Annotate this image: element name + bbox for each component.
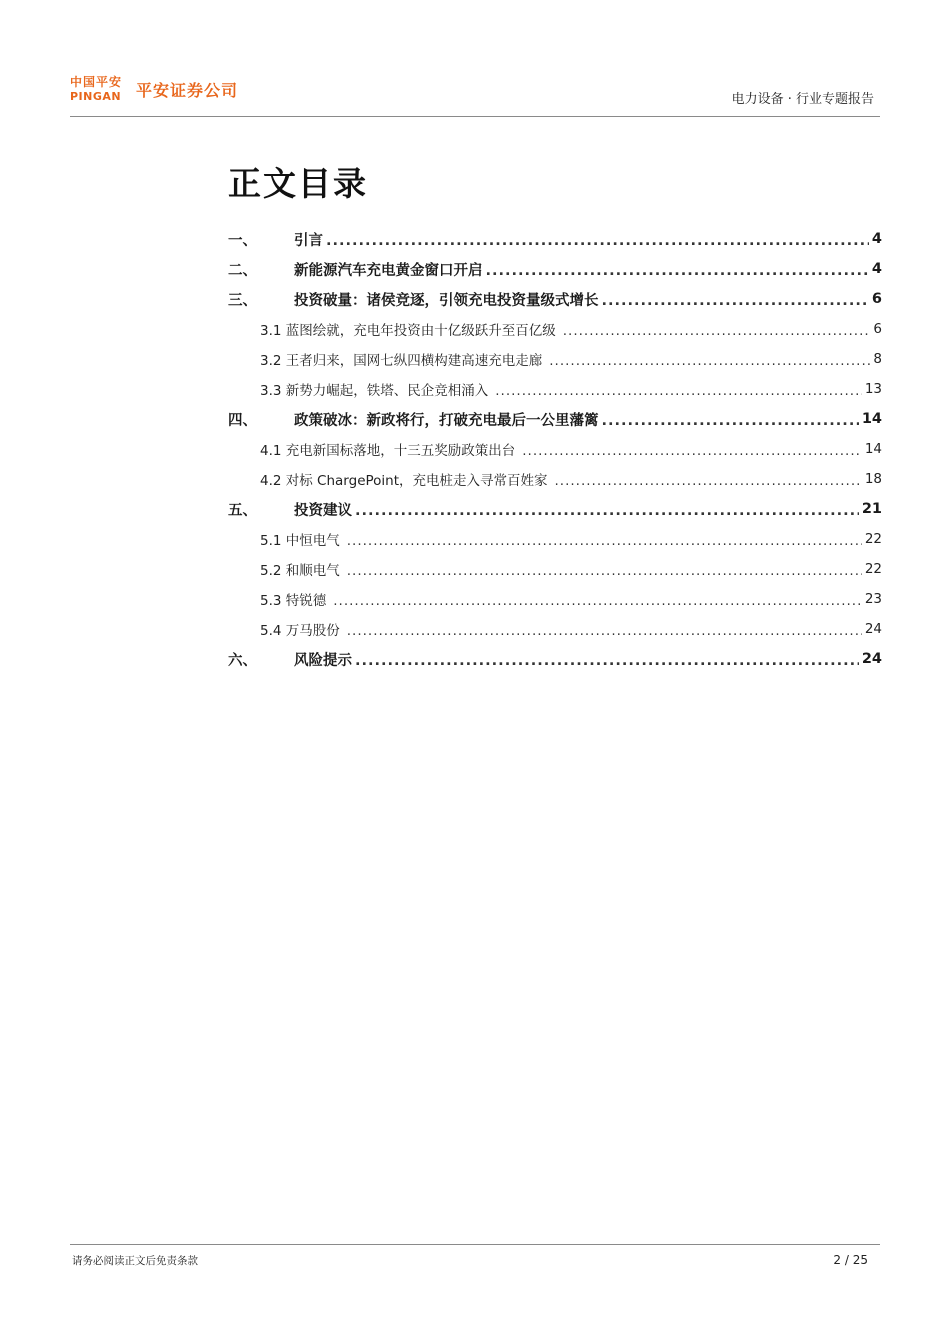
toc-page-number: 22	[864, 561, 882, 577]
toc-page-number: 8	[873, 351, 882, 367]
toc-subsection-entry[interactable]	[228, 464, 882, 494]
toc-entry-title: 政策破冰：新政将行，打破充电最后一公里藩篱	[294, 412, 599, 429]
toc-entry-title: 5.4 万马股份	[260, 623, 340, 639]
toc-entry-title: 5.2 和顺电气	[260, 563, 340, 579]
page-title: 正文目录	[228, 164, 368, 203]
toc-section-entry[interactable]	[228, 254, 882, 284]
toc-dot-leader	[495, 383, 862, 399]
disclaimer-text: 请务必阅读正文后免责条款	[72, 1255, 198, 1267]
toc-page-number: 21	[861, 501, 882, 517]
toc-page-number: 24	[864, 621, 882, 637]
toc-page-number: 13	[864, 381, 882, 397]
toc-section-number: 四、	[228, 412, 257, 429]
toc-dot-leader	[522, 443, 862, 459]
toc-section-number: 一、	[228, 232, 257, 249]
toc-section-number: 三、	[228, 292, 257, 309]
toc-entry-title: 5.1 中恒电气	[260, 533, 340, 549]
company-logo	[70, 76, 238, 102]
toc-dot-leader	[326, 233, 869, 249]
toc-dot-leader	[549, 353, 870, 369]
toc-subsection-entry[interactable]	[228, 434, 882, 464]
toc-subsection-entry[interactable]	[228, 524, 882, 554]
page-footer	[70, 1244, 880, 1275]
toc-entry-title: 3.3 新势力崛起，铁塔、民企竞相涌入	[260, 383, 489, 399]
toc-page-number: 6	[873, 321, 882, 337]
toc-subsection-entry[interactable]	[228, 614, 882, 644]
toc-dot-leader	[602, 293, 869, 309]
toc-page-number: 22	[864, 531, 882, 547]
toc-section-number: 五、	[228, 502, 257, 519]
toc-section-entry[interactable]	[228, 224, 882, 254]
toc-dot-leader	[602, 413, 859, 429]
toc-entry-title: 投资建议	[294, 502, 352, 519]
toc-dot-leader	[347, 533, 862, 549]
toc-section-number: 二、	[228, 262, 257, 279]
page-header	[70, 72, 880, 117]
toc-subsection-entry[interactable]	[228, 554, 882, 584]
logo-english-text: PINGAN	[70, 90, 122, 103]
toc-page-number: 24	[861, 651, 882, 667]
toc-dot-leader	[555, 473, 862, 489]
toc-subsection-entry[interactable]	[228, 374, 882, 404]
report-type-label: 电力设备 · 行业专题报告	[731, 92, 874, 107]
table-of-contents	[228, 224, 882, 674]
toc-entry-title: 4.2 对标 ChargePoint，充电桩走入寻常百姓家	[260, 473, 548, 489]
toc-dot-leader	[355, 653, 859, 669]
toc-dot-leader	[563, 323, 871, 339]
toc-entry-title: 新能源汽车充电黄金窗口开启	[294, 262, 483, 279]
toc-subsection-entry[interactable]	[228, 344, 882, 374]
toc-page-number: 6	[871, 291, 882, 307]
toc-subsection-entry[interactable]	[228, 314, 882, 344]
toc-section-number: 六、	[228, 652, 257, 669]
toc-section-entry[interactable]	[228, 404, 882, 434]
pingan-logo-mark	[70, 76, 122, 102]
company-name: 平安证券公司	[136, 80, 239, 100]
toc-entry-title: 4.1 充电新国标落地，十三五奖励政策出台	[260, 443, 516, 459]
toc-page-number: 23	[864, 591, 882, 607]
toc-section-entry[interactable]	[228, 494, 882, 524]
page-number: 2 / 25	[833, 1253, 868, 1267]
toc-dot-leader	[486, 263, 869, 279]
toc-entry-title: 投资破量：诸侯竞逐，引领充电投资量级式增长	[294, 292, 599, 309]
toc-page-number: 14	[864, 441, 882, 457]
toc-page-number: 4	[871, 231, 882, 247]
toc-entry-title: 3.1 蓝图绘就，充电年投资由十亿级跃升至百亿级	[260, 323, 556, 339]
logo-chinese-text: 中国平安	[70, 75, 123, 89]
toc-section-entry[interactable]	[228, 284, 882, 314]
toc-entry-title: 5.3 特锐德	[260, 593, 327, 609]
toc-page-number: 4	[871, 261, 882, 277]
toc-dot-leader	[355, 503, 859, 519]
toc-page-number: 14	[861, 411, 882, 427]
toc-entry-title: 风险提示	[294, 652, 352, 669]
toc-dot-leader	[347, 563, 862, 579]
toc-section-entry[interactable]	[228, 644, 882, 674]
toc-page-number: 18	[864, 471, 882, 487]
toc-entry-title: 引言	[294, 232, 323, 249]
toc-entry-title: 3.2 王者归来，国网七纵四横构建高速充电走廊	[260, 353, 543, 369]
toc-subsection-entry[interactable]	[228, 584, 882, 614]
toc-dot-leader	[347, 623, 862, 639]
toc-dot-leader	[333, 593, 862, 609]
